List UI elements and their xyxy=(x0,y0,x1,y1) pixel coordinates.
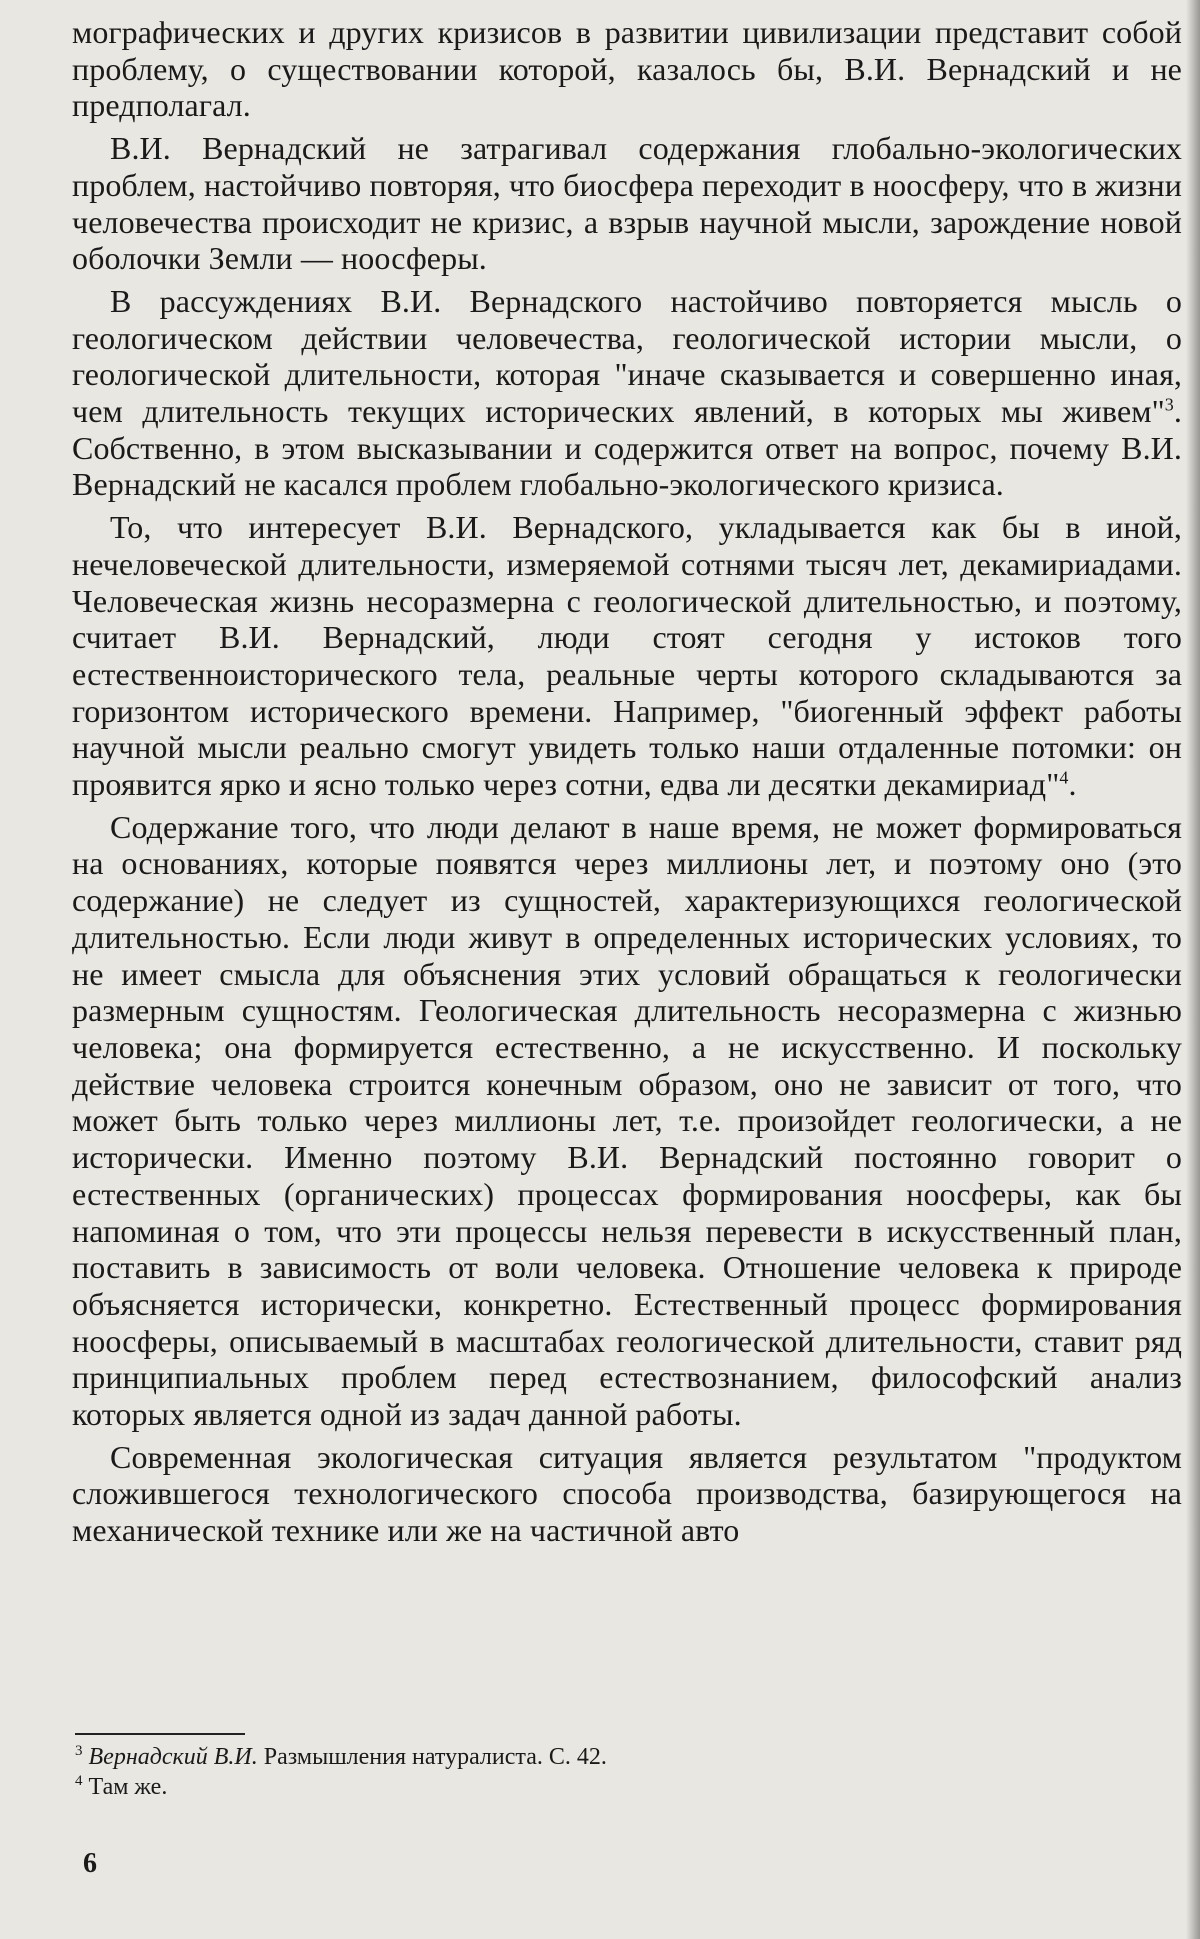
footnote-divider xyxy=(75,1733,245,1735)
paragraph-3-text-after: . Собственно, в этом высказывании и содержится ответ на вопрос, почему В.И. Вернадский не касался проблем глобально-экологического кризиса. xyxy=(72,393,1182,503)
paragraph-5 xyxy=(72,809,1182,1433)
page-edge-shadow xyxy=(1186,0,1200,1939)
paragraph-1-text: мографических и других кризисов в развитии цивилизации представит собой проблему, о существовании которой, казалось бы, В.И. Вернадский и не предполагал. xyxy=(72,14,1182,124)
paragraph-6 xyxy=(72,1439,1182,1549)
footnote-ref-3: 3 xyxy=(1164,394,1174,415)
footnote-ref-4: 4 xyxy=(1059,767,1069,788)
footnote-4 xyxy=(75,1772,1175,1802)
footnote-number: 4 xyxy=(75,1773,83,1789)
page-number: 6 xyxy=(83,1848,97,1879)
paragraph-6-text: Современная экологическая ситуация является результатом "продуктом сложившегося технологического способа производства, базирующегося на механической технике или же на частичной авто xyxy=(72,1438,1182,1549)
paragraph-5-text: Содержание того, что люди делают в наше время, не может формироваться на основаниях, которые появятся через миллионы лет, и поэтому оно (это содержание) не следует из сущностей, характеризующихся геологической длительностью. Если люди живут в определенных исторических условиях, то не имеет смысла для объяснения этих условий обращаться к геологически размерным сущностям. Геологическая длительность несоразмерна с жизнью человека; она формируется естественно, а не искусственно. И поскольку действие человека строится конечным образом, оно не зависит от того, что может быть только через миллионы лет, т.е. произойдет геологически, а не исторически. Именно поэтому В.И. Вернадский постоянно говорит о естественных (органических) процессах формирования ноосферы, как бы напоминая о том, что эти процессы нельзя перевести в искусственный план, поставить в зависимость от воли человека. Отношение человека к природе объясняется исторически, конкретно. Естественный процесс формирования ноосферы, описываемый в масштабах геологической длительности, ставит ряд принципиальных проблем перед естествознанием, философский анализ которых является одной из задач данной работы. xyxy=(72,808,1182,1433)
footnote-text: Там же. xyxy=(88,1774,168,1800)
paragraph-4 xyxy=(72,509,1182,803)
paragraph-4-text: То, что интересует В.И. Вернадского, укладывается как бы в иной, нечеловеческой длительности, измеряемой сотнями тысяч лет, декамириадами. Человеческая жизнь несоразмерна с геологической длительностью, и поэтому, считает В.И. Вернадский, люди стоят сегодня у истоков того естественноисторического тела, реальные черты которого складываются за горизонтом исторического времени. Например, "биогенный эффект работы научной мысли реально смогут увидеть только наши отдаленные потомки: он проявится ярко и ясно только через сотни, едва ли десятки декамириад" xyxy=(72,509,1182,803)
paragraph-2 xyxy=(72,130,1182,277)
paragraph-4-text-after: . xyxy=(1068,766,1077,803)
footnote-number: 3 xyxy=(75,1743,83,1759)
footnote-text: Размышления натуралиста. С. 42. xyxy=(257,1744,607,1770)
body-text xyxy=(72,14,1182,1549)
paragraph-2-text: В.И. Вернадский не затрагивал содержания глобально-экологических проблем, настойчиво повторяя, что биосфера переходит в ноосферу, что в жизни человечества происходит не кризис, а взрыв научной мысли, зарождение новой оболочки Земли — ноосферы. xyxy=(72,130,1182,277)
footnote-author: Вернадский В.И. xyxy=(88,1744,258,1770)
paragraph-1 xyxy=(72,14,1182,124)
paragraph-3-text: В рассуждениях В.И. Вернадского настойчиво повторяется мысль о геологическом действии человечества, геологической истории мысли, о геологической длительности, которая "иначе сказывается и совершенно иная, чем длительность текущих исторических явлений, в которых мы живем" xyxy=(72,282,1182,430)
footnote-3 xyxy=(75,1742,1175,1772)
paragraph-3 xyxy=(72,283,1182,503)
footnotes xyxy=(75,1742,1175,1802)
